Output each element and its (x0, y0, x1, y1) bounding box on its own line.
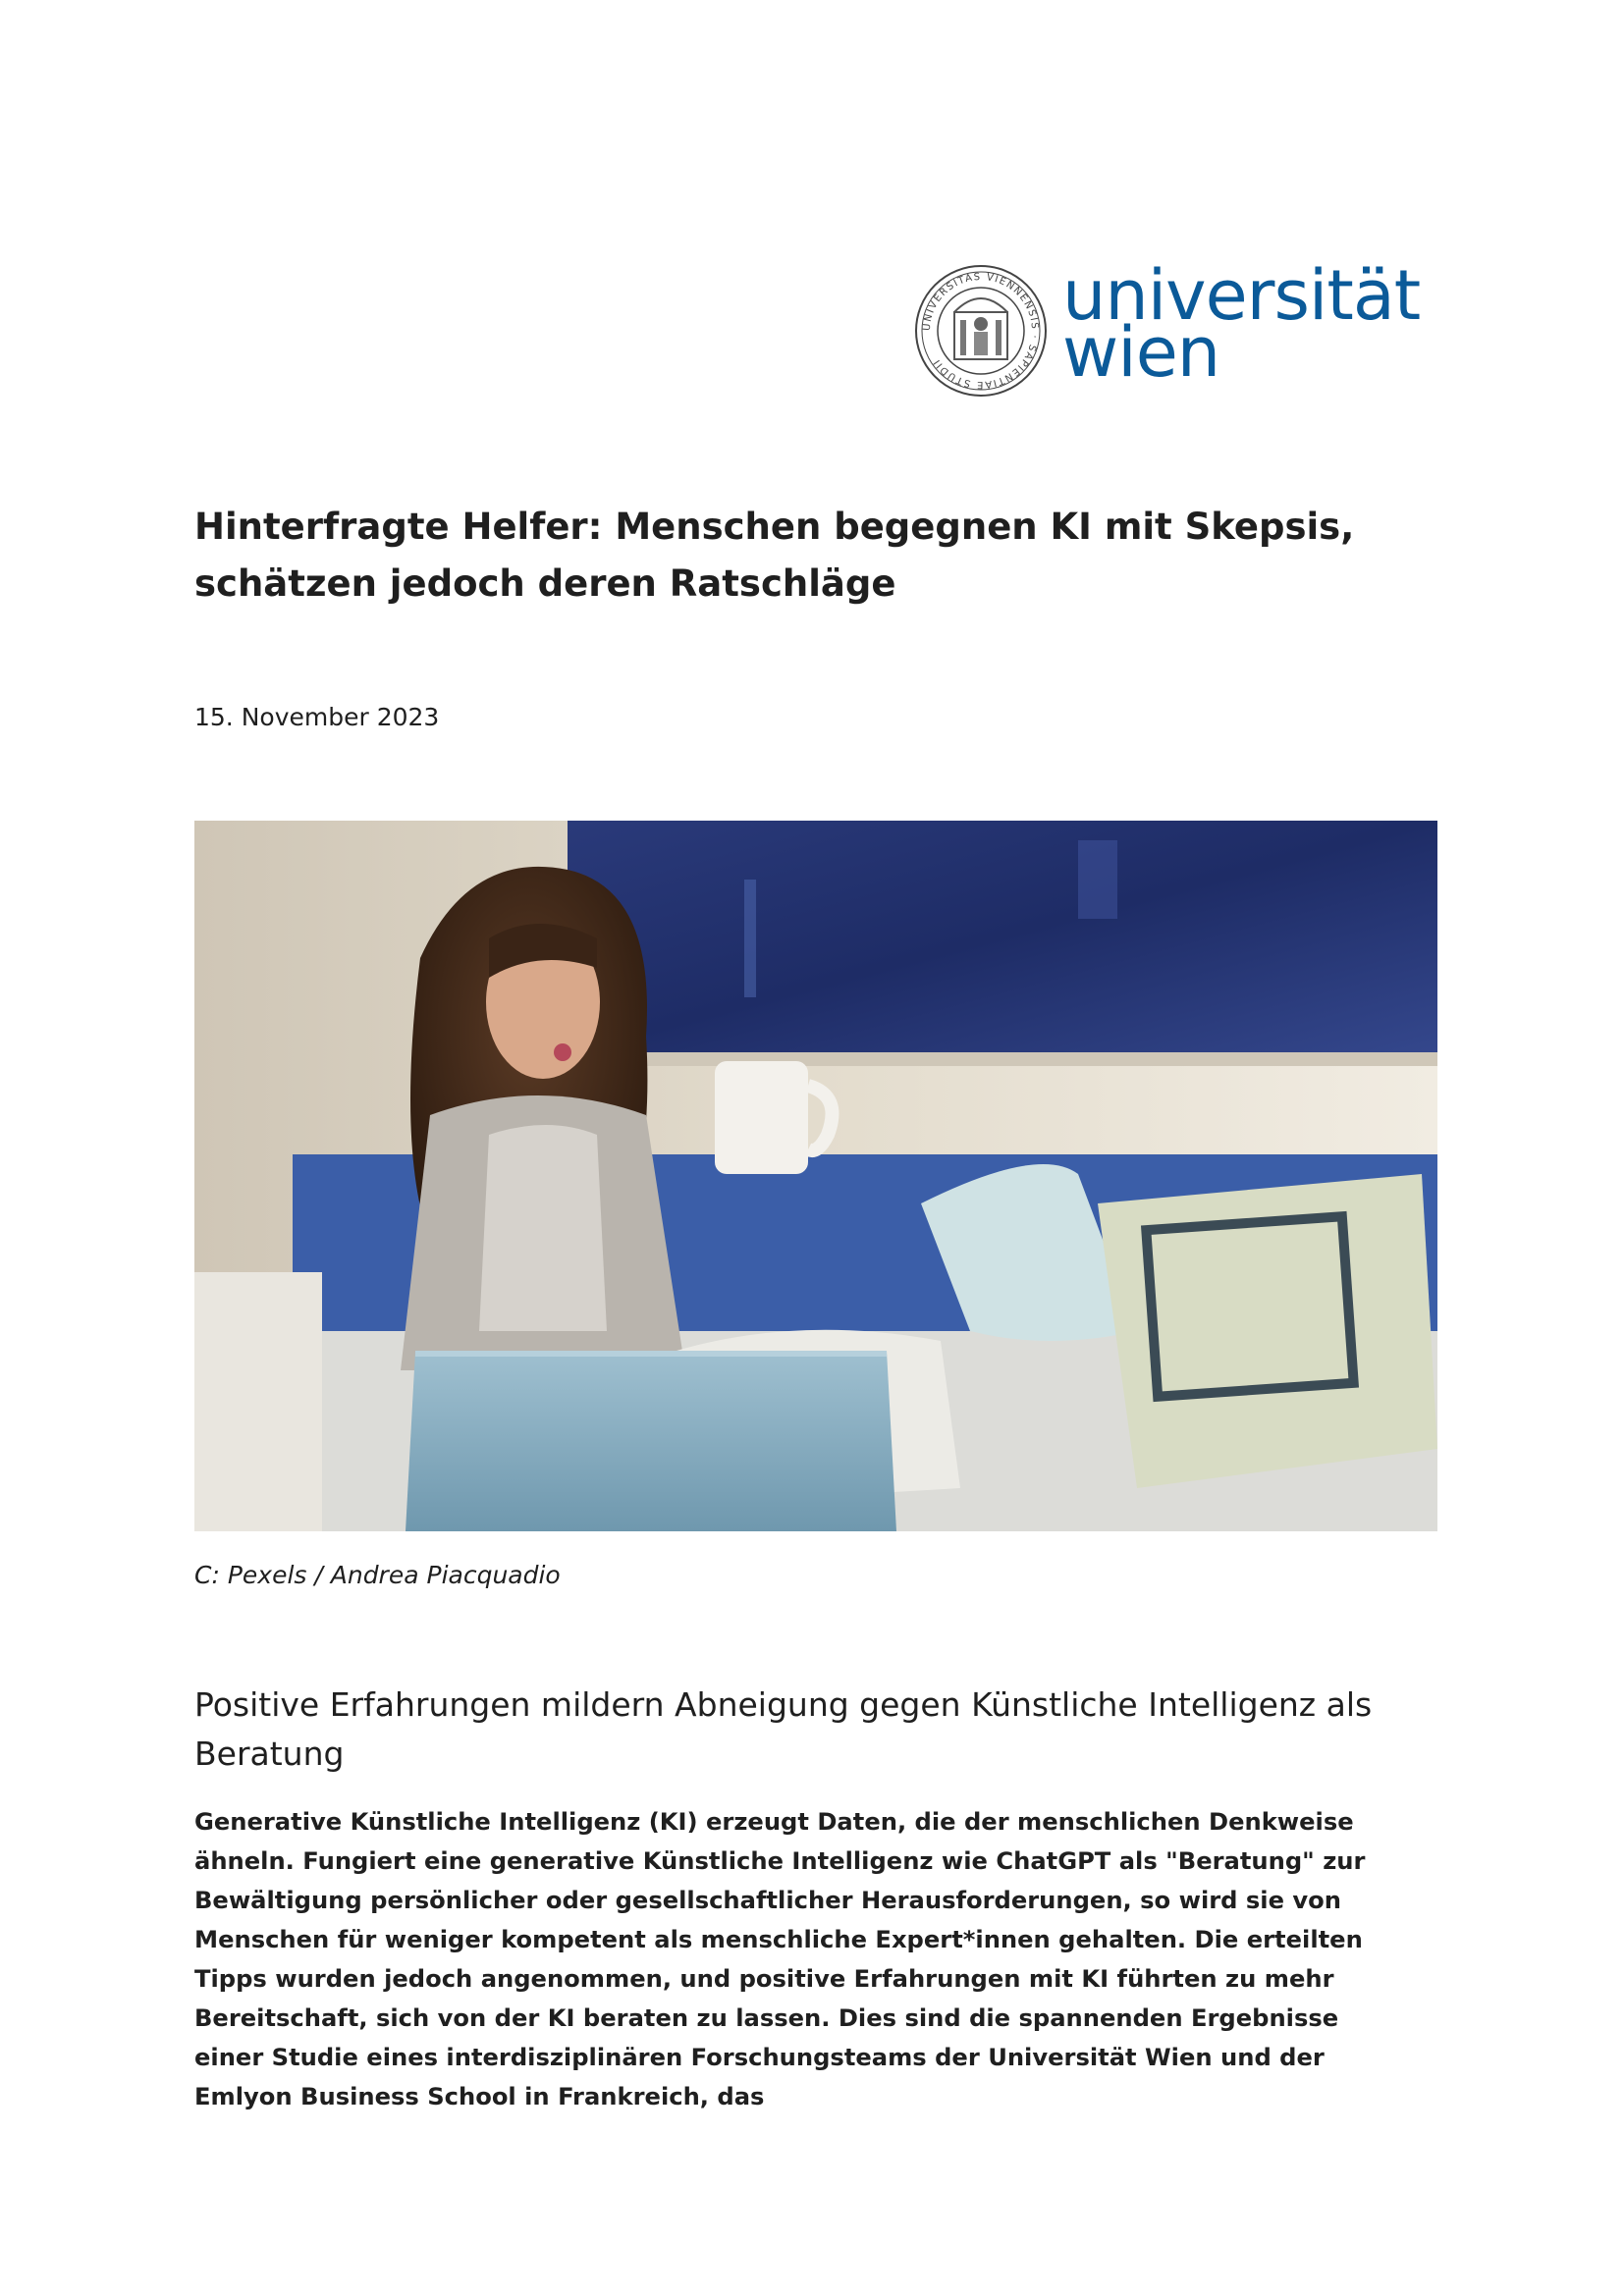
article-lead: Generative Künstliche Intelligenz (KI) erzeugt Daten, die der menschlichen Denkweise ähneln. Fungiert eine generative Künstliche Intelligenz wie ChatGPT als "Beratung" zur Bewältigung persönlicher oder gesellschaftlicher Herausforderungen, so wird sie von Menschen für weniger kompetent als menschliche Expert*innen gehalten. Die erteilten Tipps wurden jedoch angenommen, und positive Erfahrungen mit KI führten zu mehr Bereitschaft, sich von der KI beraten zu lassen. Dies sind die spannenden Ergebnisse einer Studie eines interdisziplinären Forschungsteams der Universität Wien und der Emlyon Business School in Frankreich, das (194, 1808, 1366, 2110)
seal-text: UNIVERSITAS VIENNENSIS · SAPIENTIAE STUDII (921, 271, 1041, 391)
article-date: 15. November 2023 (194, 703, 440, 731)
article-subtitle: Positive Erfahrungen mildern Abneigung gegen Künstliche Intelligenz als Beratung (194, 1685, 1373, 1773)
article-photo (194, 821, 1437, 1531)
article-title: Hinterfragte Helfer: Menschen begegnen KI mit Skepsis, schätzen jedoch deren Ratschläge (194, 506, 1355, 605)
university-logo (913, 255, 1424, 410)
photo-caption: C: Pexels / Andrea Piacquadio (194, 1561, 561, 1589)
logo-line-2: wien (1062, 312, 1220, 393)
logo-line-1: universität (1062, 255, 1421, 336)
university-seal-icon (913, 263, 1049, 399)
logo-wordmark (1062, 255, 1421, 393)
